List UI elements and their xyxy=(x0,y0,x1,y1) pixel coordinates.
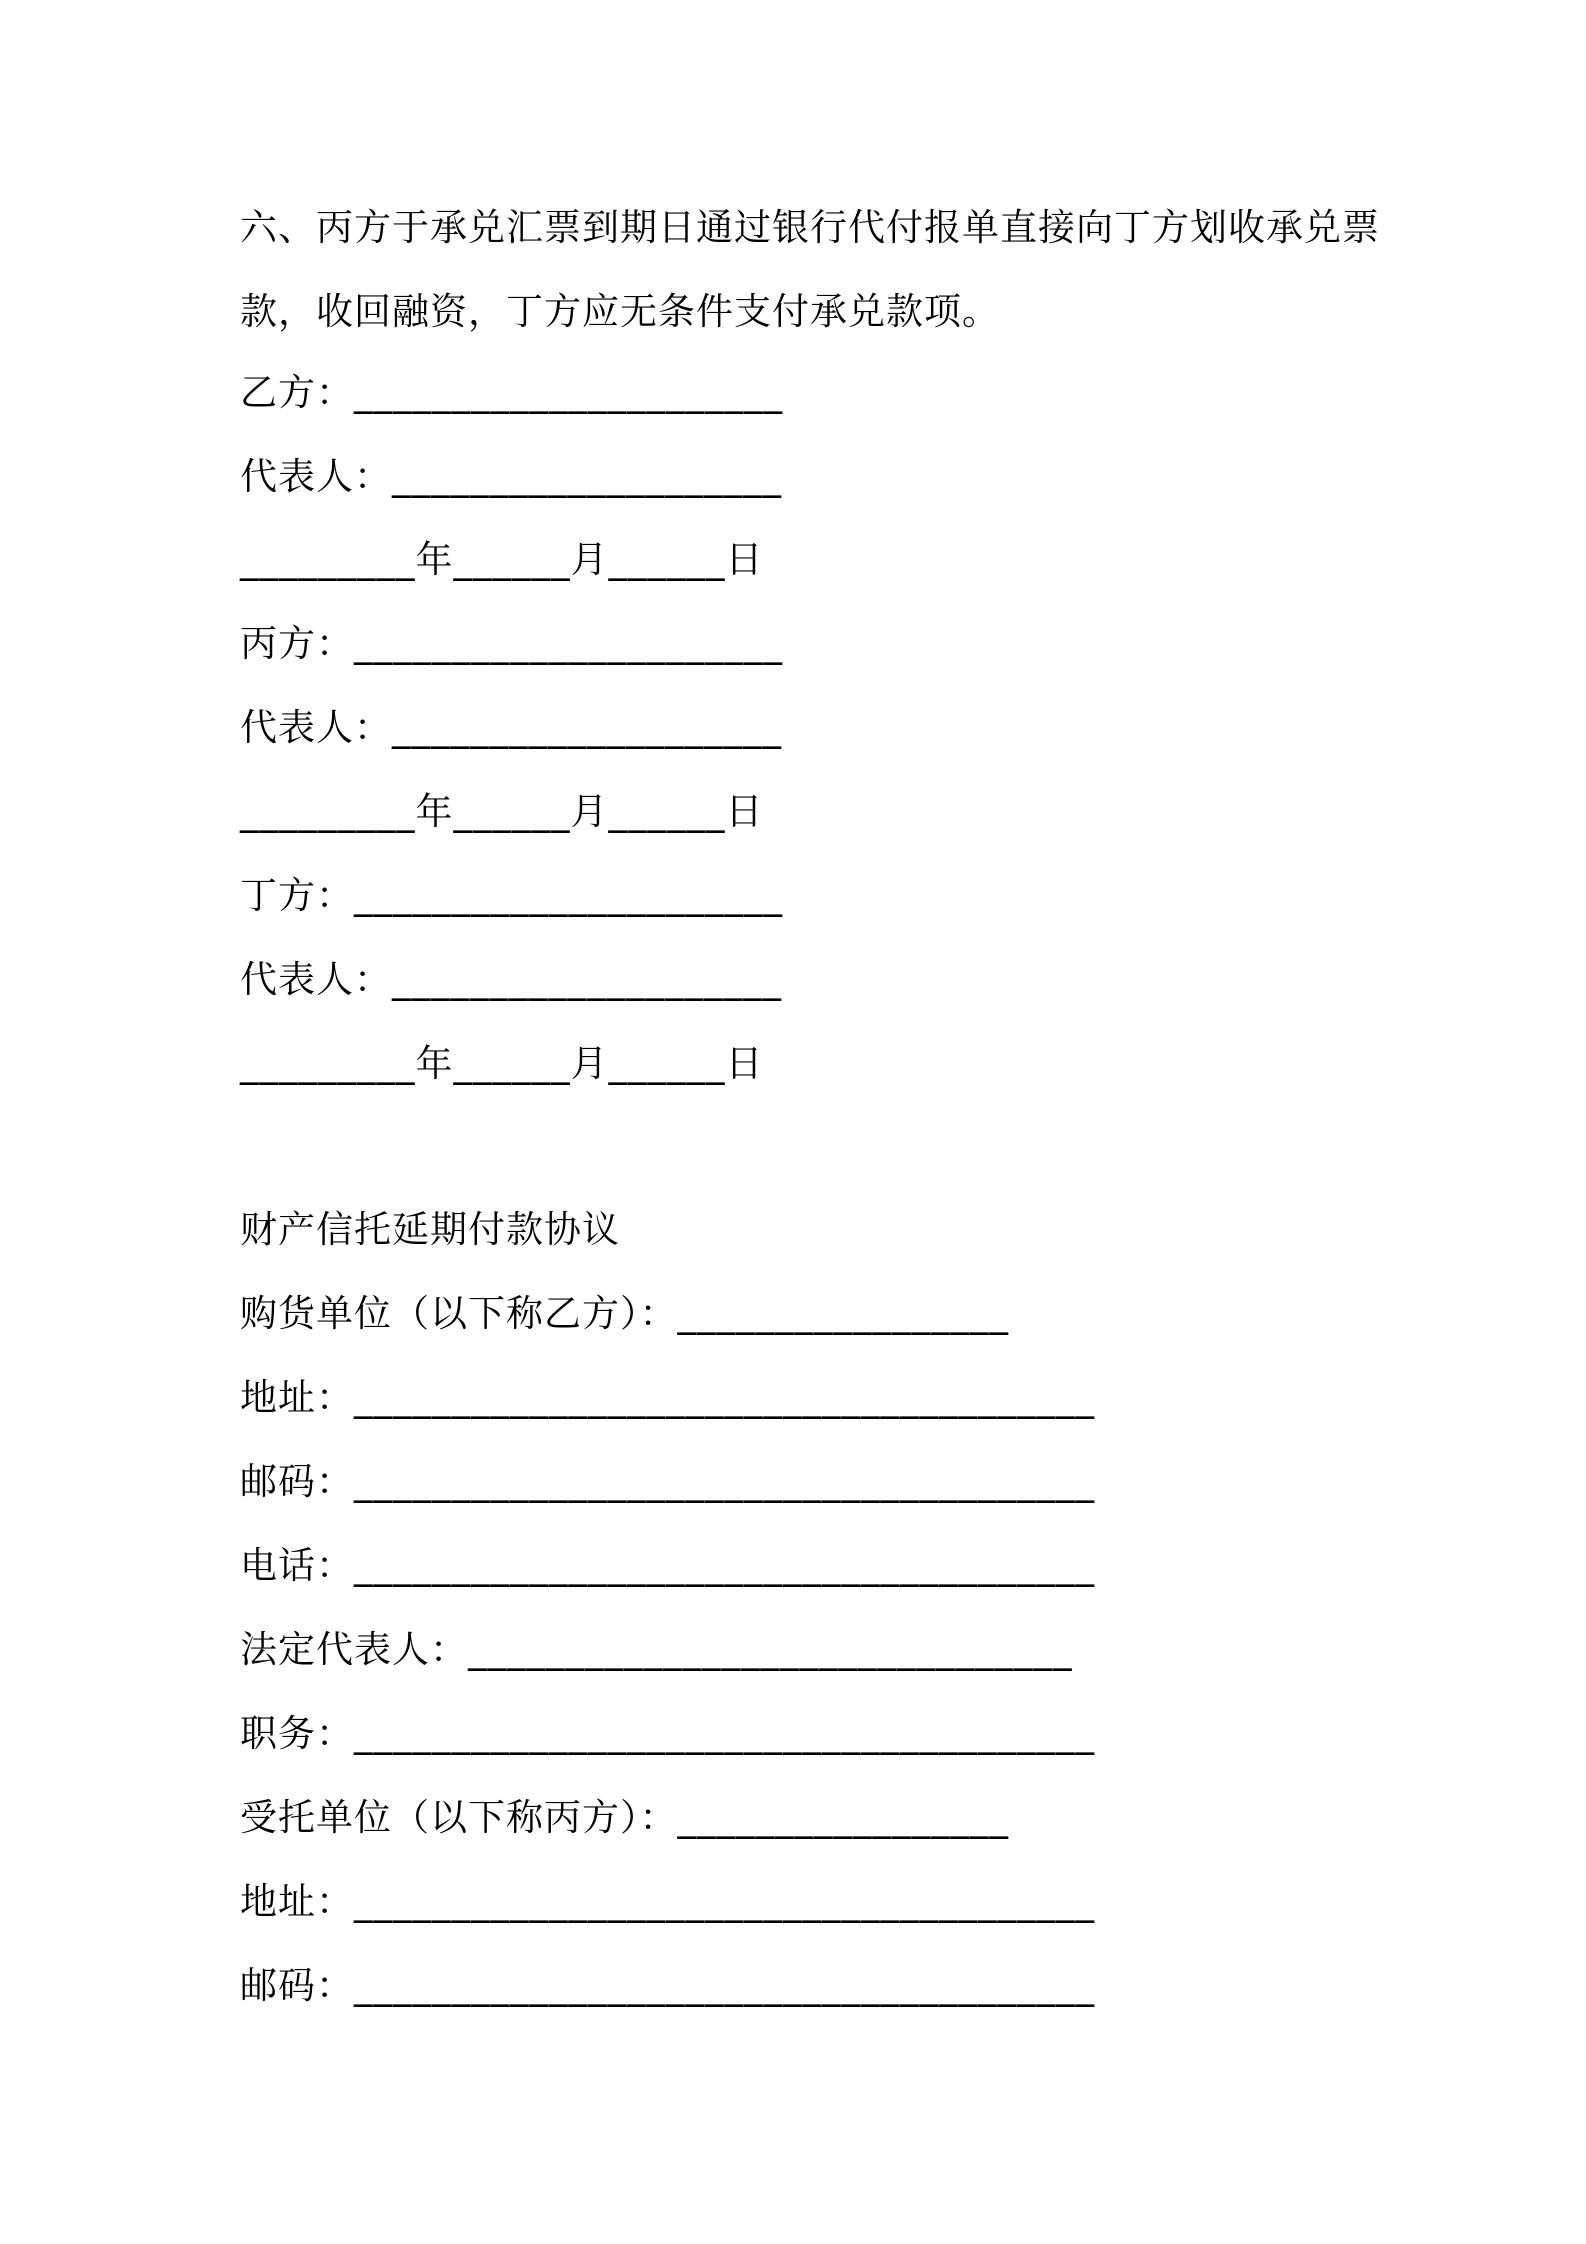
party-c-date: _________年______月______日 xyxy=(240,790,764,833)
clause-6-line-2: 款，收回融资，丁方应无条件支付承兑款项。 xyxy=(240,290,1000,333)
trustee-postcode-field: 邮码：______________________________________ xyxy=(240,1964,1095,2007)
agreement-title: 财产信托延期付款协议 xyxy=(240,1208,620,1251)
party-d-signature: 丁方：______________________ xyxy=(240,874,783,917)
buyer-position-field: 职务：______________________________________ xyxy=(240,1712,1095,1755)
party-d-date: _________年______月______日 xyxy=(240,1042,764,1085)
buyer-legal-rep-field: 法定代表人：_______________________________ xyxy=(240,1628,1073,1671)
trustee-address-field: 地址：______________________________________ xyxy=(240,1880,1095,1923)
trustee-unit-field: 受托单位（以下称丙方）：_________________ xyxy=(240,1796,1009,1839)
party-b-signature: 乙方：______________________ xyxy=(240,371,783,414)
clause-6-line-1: 六、丙方于承兑汇票到期日通过银行代付报单直接向丁方划收承兑票 xyxy=(240,206,1380,249)
buyer-phone-field: 电话：______________________________________ xyxy=(240,1544,1095,1587)
party-b-date: _________年______月______日 xyxy=(240,538,764,581)
party-c-representative: 代表人：____________________ xyxy=(240,706,782,749)
party-b-representative: 代表人：____________________ xyxy=(240,455,782,498)
buyer-unit-field: 购货单位（以下称乙方）：_________________ xyxy=(240,1292,1009,1335)
party-d-representative: 代表人：____________________ xyxy=(240,958,782,1001)
buyer-address-field: 地址：______________________________________ xyxy=(240,1376,1095,1419)
buyer-postcode-field: 邮码：______________________________________ xyxy=(240,1460,1095,1503)
party-c-signature: 丙方：______________________ xyxy=(240,622,783,665)
